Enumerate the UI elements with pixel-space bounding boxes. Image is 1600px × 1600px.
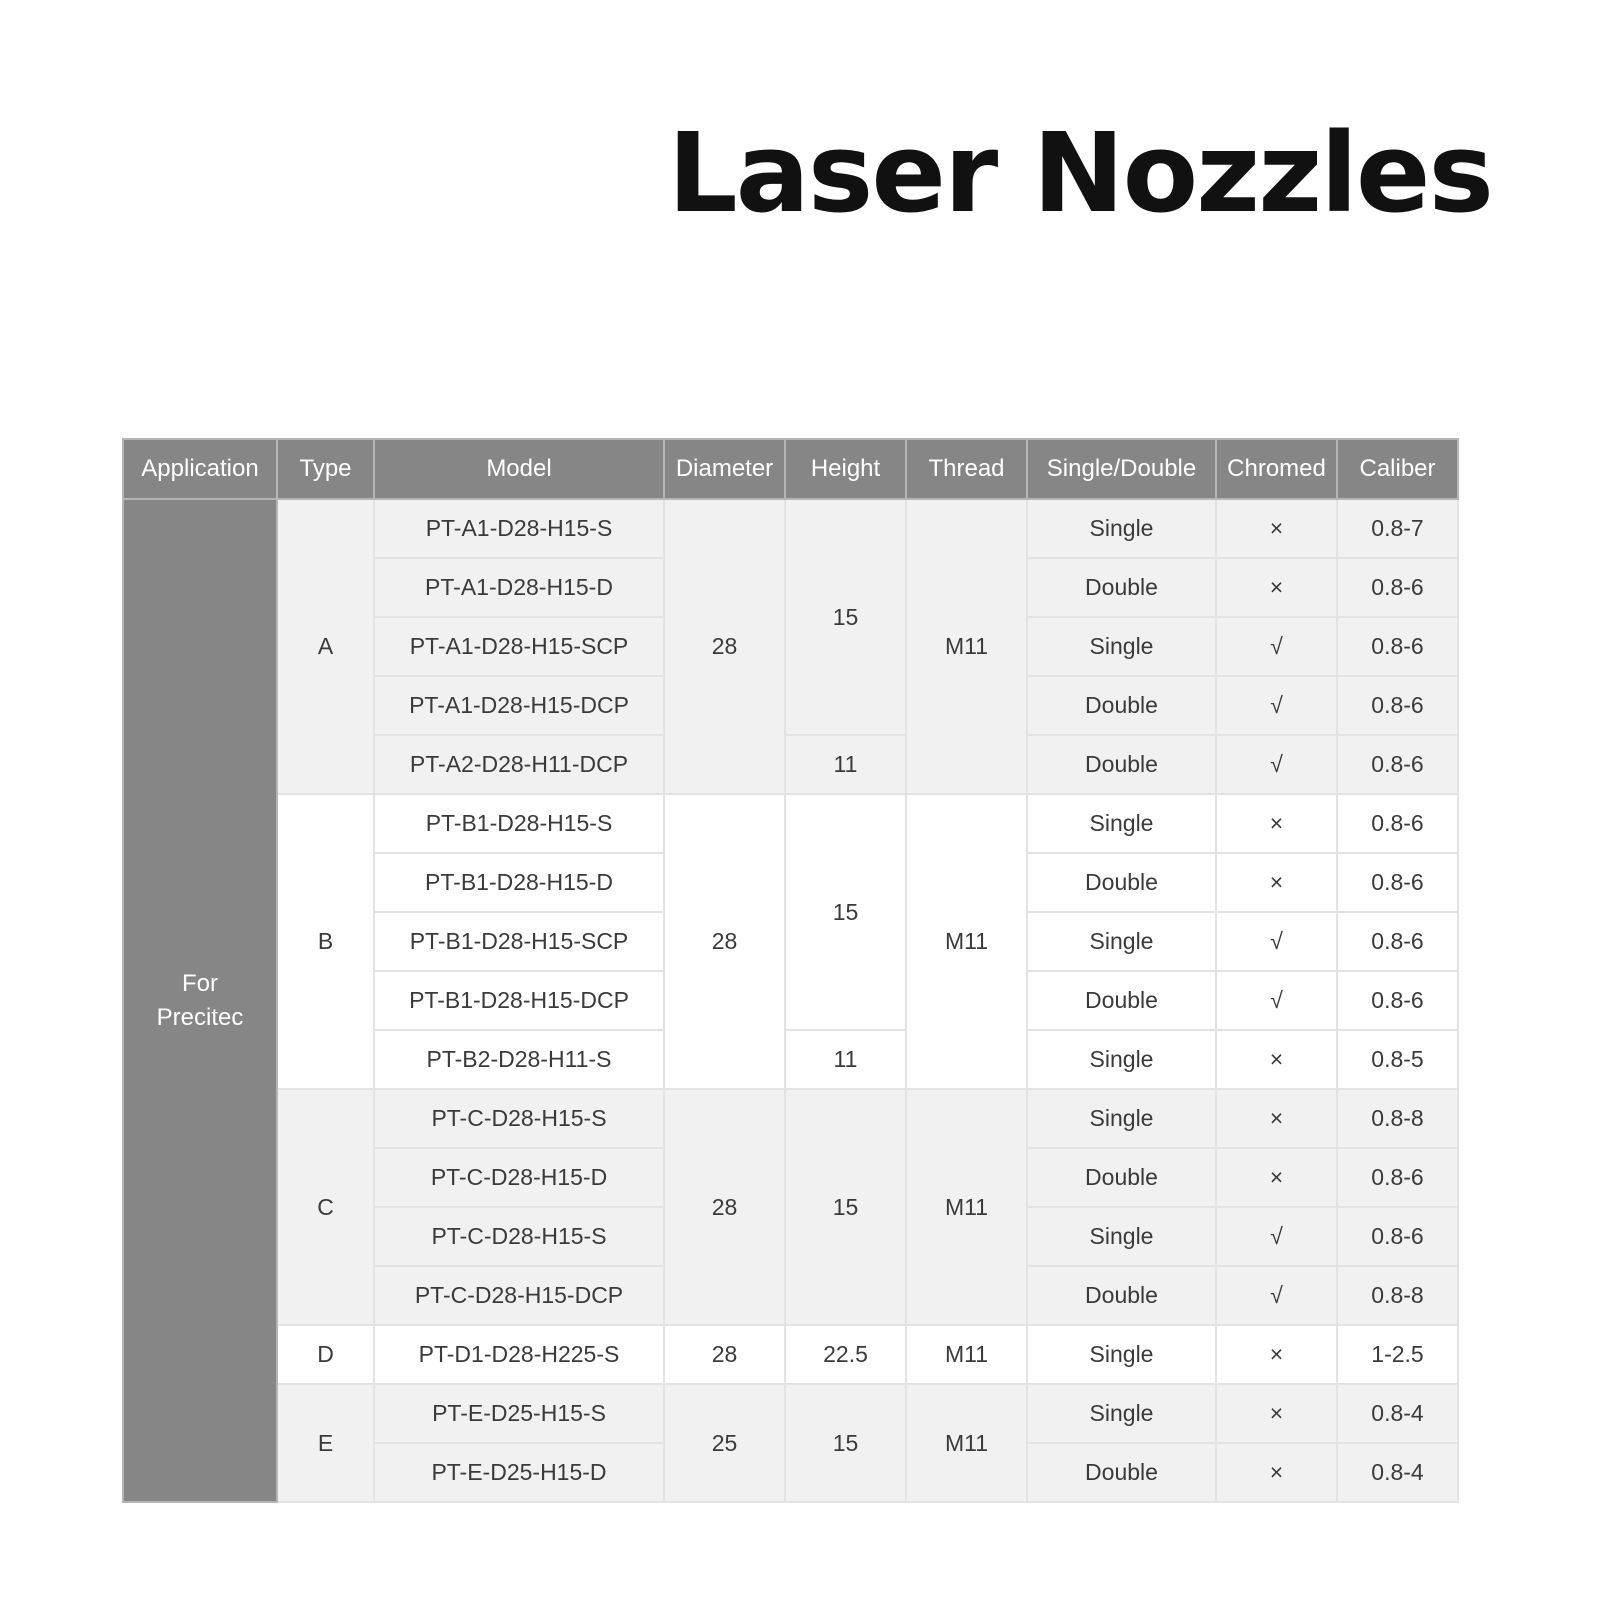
chromed-cell: × bbox=[1216, 499, 1337, 558]
chromed-cell: √ bbox=[1216, 1266, 1337, 1325]
single-double-cell: Double bbox=[1027, 1443, 1216, 1502]
model-cell: PT-C-D28-H15-DCP bbox=[374, 1266, 664, 1325]
single-double-cell: Double bbox=[1027, 676, 1216, 735]
page-title: Laser Nozzles bbox=[667, 109, 1492, 237]
model-cell: PT-A1-D28-H15-DCP bbox=[374, 676, 664, 735]
type-cell: C bbox=[277, 1089, 374, 1325]
caliber-cell: 0.8-4 bbox=[1337, 1384, 1458, 1443]
caliber-cell: 1-2.5 bbox=[1337, 1325, 1458, 1384]
type-cell: A bbox=[277, 499, 374, 794]
nozzle-spec-table bbox=[122, 438, 1459, 1503]
table-body bbox=[123, 499, 1458, 1502]
model-cell: PT-B1-D28-H15-DCP bbox=[374, 971, 664, 1030]
diameter-cell: 28 bbox=[664, 1089, 785, 1325]
model-cell: PT-E-D25-H15-D bbox=[374, 1443, 664, 1502]
header-diameter: Diameter bbox=[664, 439, 785, 499]
single-double-cell: Single bbox=[1027, 499, 1216, 558]
height-cell: 22.5 bbox=[785, 1325, 906, 1384]
model-cell: PT-B1-D28-H15-D bbox=[374, 853, 664, 912]
table-row bbox=[123, 1325, 1458, 1384]
single-double-cell: Single bbox=[1027, 1384, 1216, 1443]
model-cell: PT-A1-D28-H15-D bbox=[374, 558, 664, 617]
header-type: Type bbox=[277, 439, 374, 499]
chromed-cell: × bbox=[1216, 853, 1337, 912]
chromed-cell: √ bbox=[1216, 676, 1337, 735]
single-double-cell: Double bbox=[1027, 1148, 1216, 1207]
thread-cell: M11 bbox=[906, 1384, 1027, 1502]
chromed-cell: √ bbox=[1216, 735, 1337, 794]
chromed-cell: √ bbox=[1216, 971, 1337, 1030]
diameter-cell: 28 bbox=[664, 499, 785, 794]
single-double-cell: Double bbox=[1027, 1266, 1216, 1325]
header-caliber: Caliber bbox=[1337, 439, 1458, 499]
height-cell: 15 bbox=[785, 1384, 906, 1502]
header-row bbox=[123, 439, 1458, 499]
table-row bbox=[123, 794, 1458, 853]
diameter-cell: 25 bbox=[664, 1384, 785, 1502]
caliber-cell: 0.8-6 bbox=[1337, 912, 1458, 971]
caliber-cell: 0.8-6 bbox=[1337, 971, 1458, 1030]
chromed-cell: √ bbox=[1216, 617, 1337, 676]
single-double-cell: Single bbox=[1027, 1089, 1216, 1148]
model-cell: PT-C-D28-H15-D bbox=[374, 1148, 664, 1207]
diameter-cell: 28 bbox=[664, 1325, 785, 1384]
caliber-cell: 0.8-6 bbox=[1337, 735, 1458, 794]
chromed-cell: × bbox=[1216, 794, 1337, 853]
caliber-cell: 0.8-6 bbox=[1337, 1207, 1458, 1266]
header-height: Height bbox=[785, 439, 906, 499]
single-double-cell: Double bbox=[1027, 971, 1216, 1030]
model-cell: PT-D1-D28-H225-S bbox=[374, 1325, 664, 1384]
model-cell: PT-B1-D28-H15-S bbox=[374, 794, 664, 853]
chromed-cell: × bbox=[1216, 1148, 1337, 1207]
thread-cell: M11 bbox=[906, 1089, 1027, 1325]
caliber-cell: 0.8-7 bbox=[1337, 499, 1458, 558]
application-cell: For Precitec bbox=[123, 499, 277, 1502]
table-row bbox=[123, 499, 1458, 558]
single-double-cell: Single bbox=[1027, 1325, 1216, 1384]
header-single-double: Single/Double bbox=[1027, 439, 1216, 499]
model-cell: PT-E-D25-H15-S bbox=[374, 1384, 664, 1443]
caliber-cell: 0.8-4 bbox=[1337, 1443, 1458, 1502]
thread-cell: M11 bbox=[906, 1325, 1027, 1384]
table-row bbox=[123, 1384, 1458, 1443]
header-chromed: Chromed bbox=[1216, 439, 1337, 499]
height-cell: 15 bbox=[785, 1089, 906, 1325]
thread-cell: M11 bbox=[906, 499, 1027, 794]
header-model: Model bbox=[374, 439, 664, 499]
single-double-cell: Double bbox=[1027, 558, 1216, 617]
model-cell: PT-C-D28-H15-S bbox=[374, 1089, 664, 1148]
chromed-cell: × bbox=[1216, 1030, 1337, 1089]
model-cell: PT-B1-D28-H15-SCP bbox=[374, 912, 664, 971]
caliber-cell: 0.8-6 bbox=[1337, 676, 1458, 735]
model-cell: PT-A1-D28-H15-S bbox=[374, 499, 664, 558]
chromed-cell: × bbox=[1216, 1089, 1337, 1148]
model-cell: PT-C-D28-H15-S bbox=[374, 1207, 664, 1266]
single-double-cell: Single bbox=[1027, 1207, 1216, 1266]
chromed-cell: √ bbox=[1216, 912, 1337, 971]
caliber-cell: 0.8-6 bbox=[1337, 617, 1458, 676]
type-cell: B bbox=[277, 794, 374, 1089]
header-thread: Thread bbox=[906, 439, 1027, 499]
caliber-cell: 0.8-6 bbox=[1337, 794, 1458, 853]
chromed-cell: √ bbox=[1216, 1207, 1337, 1266]
chromed-cell: × bbox=[1216, 1325, 1337, 1384]
caliber-cell: 0.8-8 bbox=[1337, 1266, 1458, 1325]
single-double-cell: Single bbox=[1027, 1030, 1216, 1089]
type-cell: E bbox=[277, 1384, 374, 1502]
table-row bbox=[123, 1089, 1458, 1148]
single-double-cell: Single bbox=[1027, 794, 1216, 853]
caliber-cell: 0.8-5 bbox=[1337, 1030, 1458, 1089]
height-cell: 11 bbox=[785, 1030, 906, 1089]
single-double-cell: Double bbox=[1027, 735, 1216, 794]
single-double-cell: Double bbox=[1027, 853, 1216, 912]
header-application: Application bbox=[123, 439, 277, 499]
height-cell: 11 bbox=[785, 735, 906, 794]
chromed-cell: × bbox=[1216, 558, 1337, 617]
height-cell: 15 bbox=[785, 499, 906, 735]
type-cell: D bbox=[277, 1325, 374, 1384]
chromed-cell: × bbox=[1216, 1384, 1337, 1443]
single-double-cell: Single bbox=[1027, 912, 1216, 971]
diameter-cell: 28 bbox=[664, 794, 785, 1089]
caliber-cell: 0.8-6 bbox=[1337, 853, 1458, 912]
height-cell: 15 bbox=[785, 794, 906, 1030]
model-cell: PT-A1-D28-H15-SCP bbox=[374, 617, 664, 676]
model-cell: PT-B2-D28-H11-S bbox=[374, 1030, 664, 1089]
model-cell: PT-A2-D28-H11-DCP bbox=[374, 735, 664, 794]
caliber-cell: 0.8-6 bbox=[1337, 558, 1458, 617]
thread-cell: M11 bbox=[906, 794, 1027, 1089]
caliber-cell: 0.8-8 bbox=[1337, 1089, 1458, 1148]
caliber-cell: 0.8-6 bbox=[1337, 1148, 1458, 1207]
chromed-cell: × bbox=[1216, 1443, 1337, 1502]
single-double-cell: Single bbox=[1027, 617, 1216, 676]
